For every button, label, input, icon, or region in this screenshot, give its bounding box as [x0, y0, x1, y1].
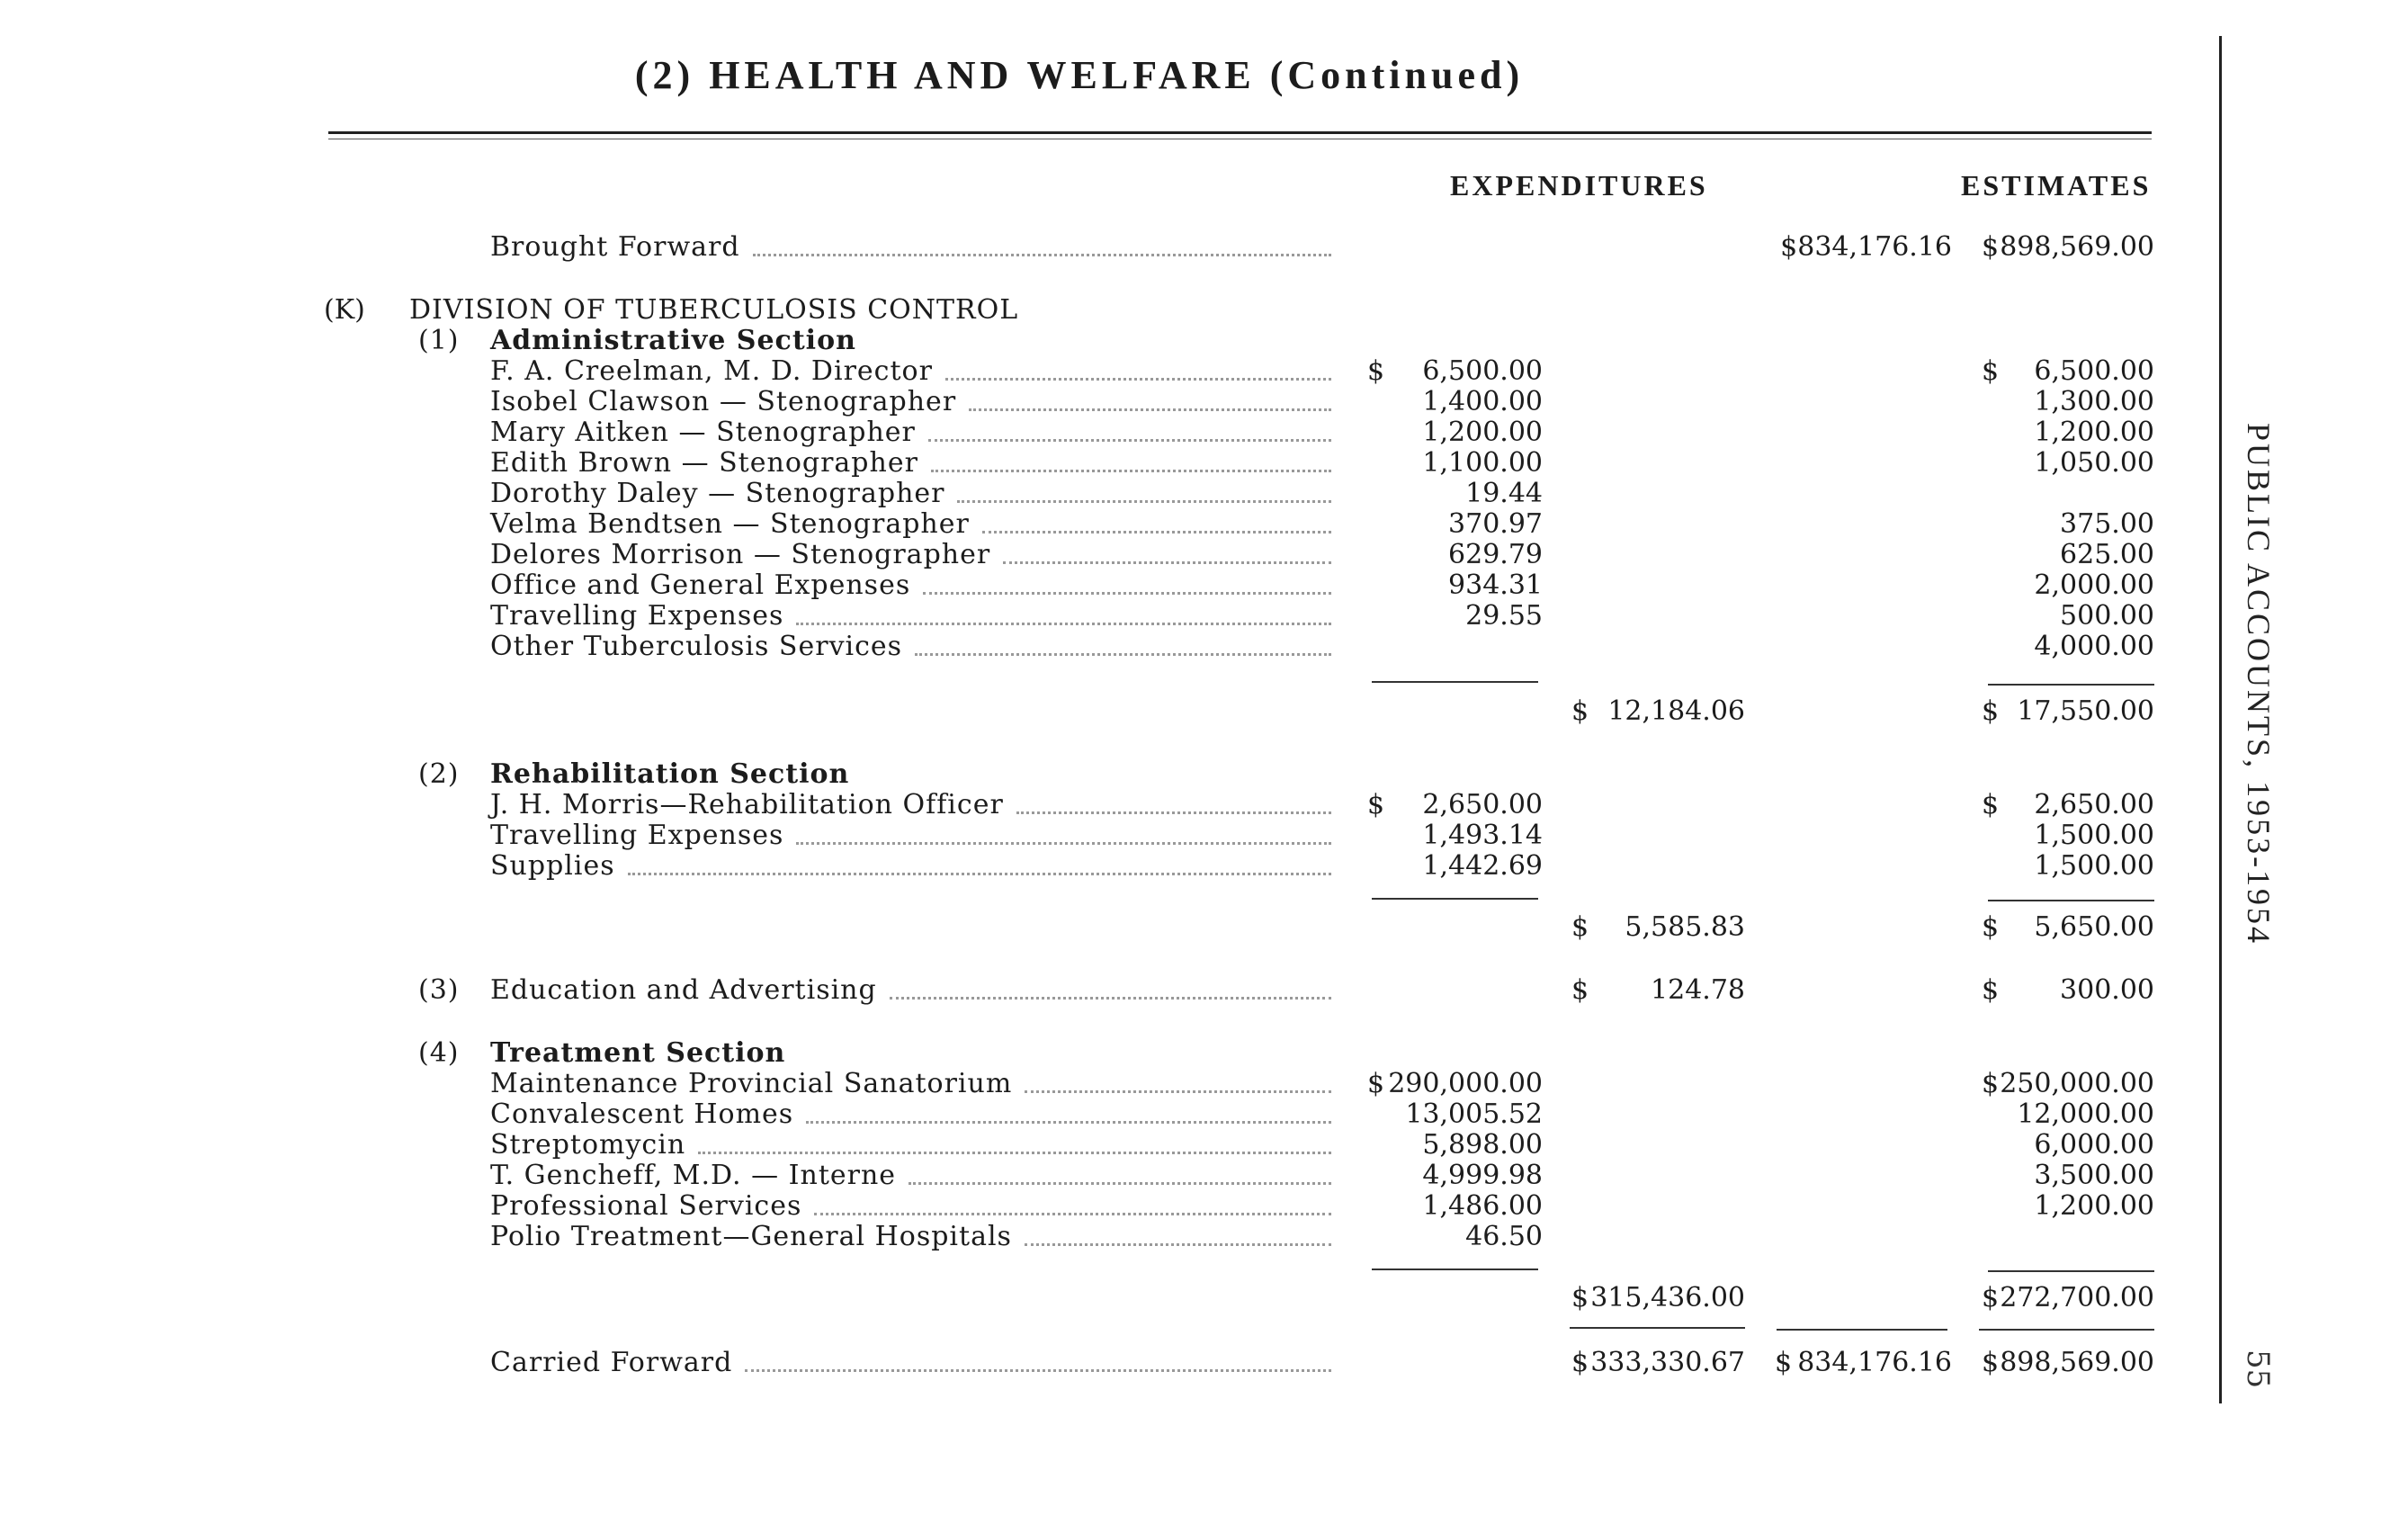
line-item-label: Mary Aitken — Stenographer	[490, 417, 916, 448]
amount: 1,486.00	[1422, 1190, 1543, 1222]
division-mark: (K)	[324, 294, 365, 326]
line-item-row	[0, 479, 2177, 509]
amount: 315,436.00	[1590, 1282, 1745, 1313]
division-title: DIVISION OF TUBERCULOSIS CONTROL	[409, 294, 1019, 326]
amount: 1,100.00	[1422, 447, 1543, 479]
amount: 1,400.00	[1422, 386, 1543, 417]
line-item-row	[0, 790, 2177, 820]
section-title: Rehabilitation Section	[490, 758, 850, 790]
subtotal-rule	[1988, 900, 2154, 901]
line-item-row	[0, 387, 2177, 417]
leader-dots	[628, 873, 1331, 875]
amount: 1,050.00	[2034, 447, 2154, 479]
line-item-label: J. H. Morris—Rehabilitation Officer	[490, 789, 1004, 820]
amount: 333,330.67	[1590, 1347, 1745, 1378]
line-item-label: F. A. Creelman, M. D. Director	[490, 355, 933, 387]
amount: 500.00	[2060, 600, 2154, 632]
amount: 250,000.00	[2000, 1068, 2154, 1099]
line-item-label: Streptomycin	[490, 1129, 686, 1161]
amount: 12,184.06	[1607, 695, 1745, 727]
dollar-sign: $	[1982, 911, 2000, 943]
line-item-label: Supplies	[490, 850, 615, 882]
line-item-row	[0, 1099, 2177, 1130]
dollar-sign: $	[1982, 1282, 2000, 1313]
section-number: (2)	[418, 758, 460, 790]
amount: 834,176.16	[1797, 1347, 1952, 1378]
line-item-row	[0, 1161, 2177, 1191]
amount: 5,650.00	[2034, 911, 2154, 943]
amount: 934.31	[1448, 569, 1543, 601]
line-item-label: Velma Bendtsen — Stenographer	[490, 508, 970, 540]
dollar-sign: $	[1571, 695, 1589, 727]
line-item-label: Travelling Expenses	[490, 820, 784, 851]
amount: 6,000.00	[2034, 1129, 2154, 1161]
section-row	[0, 975, 2177, 1006]
leader-dots	[753, 254, 1331, 256]
amount: 4,000.00	[2034, 631, 2154, 662]
line-item-row	[0, 632, 2177, 662]
expenditures-column-header: EXPENDITURES	[1450, 169, 1708, 202]
line-item-label: Travelling Expenses	[490, 600, 784, 632]
amount: 12,000.00	[2017, 1098, 2154, 1130]
amount: 1,200.00	[1422, 417, 1543, 448]
leader-dots	[745, 1369, 1331, 1372]
dollar-sign: $	[1982, 1068, 2000, 1099]
page-title: (2) HEALTH AND WELFARE (Continued)	[634, 53, 1525, 97]
dollar-sign: $	[1571, 1282, 1589, 1313]
line-item-row	[0, 1130, 2177, 1161]
amount: 625.00	[2060, 539, 2154, 570]
amount: 5,898.00	[1422, 1129, 1543, 1161]
line-item-label: Dorothy Daley — Stenographer	[490, 478, 945, 509]
leader-dots	[915, 653, 1331, 656]
leader-dots	[945, 378, 1331, 381]
amount: 1,500.00	[2034, 820, 2154, 851]
amount: 2,000.00	[2034, 569, 2154, 601]
amount: 2,650.00	[2034, 789, 2154, 820]
carried-forward-label: Carried Forward	[490, 1347, 733, 1378]
line-item-row	[0, 417, 2177, 448]
subtotal-rule	[1988, 1270, 2154, 1272]
subtotal-rule	[1372, 681, 1538, 683]
line-item-row	[0, 570, 2177, 601]
line-item-row	[0, 1222, 2177, 1252]
section-title: Administrative Section	[490, 325, 856, 356]
header-rule	[328, 131, 2152, 134]
line-item-label: Professional Services	[490, 1190, 802, 1222]
amount: 124.78	[1651, 974, 1745, 1006]
section-number: (4)	[418, 1037, 460, 1069]
amount: 6,500.00	[1422, 355, 1543, 387]
line-item-label: Other Tuberculosis Services	[490, 631, 903, 662]
line-item-row	[0, 540, 2177, 570]
leader-dots	[909, 1182, 1331, 1185]
dollar-sign: $	[1982, 231, 2000, 263]
line-item-row	[0, 356, 2177, 387]
amount: 1,493.14	[1422, 820, 1543, 851]
section-number: (3)	[418, 974, 460, 1006]
amount: 17,550.00	[2017, 695, 2154, 727]
estimates-column-header: ESTIMATES	[1961, 169, 2152, 202]
leader-dots	[931, 470, 1331, 472]
line-item-label: Edith Brown — Stenographer	[490, 447, 918, 479]
line-item-row	[0, 509, 2177, 540]
amount: 290,000.00	[1388, 1068, 1543, 1099]
division-heading	[0, 295, 2177, 326]
leader-dots	[957, 500, 1331, 503]
amount: 272,700.00	[2000, 1282, 2154, 1313]
leader-dots	[969, 408, 1331, 411]
leader-dots	[923, 592, 1331, 595]
line-item-row	[0, 601, 2177, 632]
total-rule	[1979, 1329, 2154, 1331]
line-item-label: Office and General Expenses	[490, 569, 911, 601]
amount: 19.44	[1465, 478, 1543, 509]
section-number: (1)	[418, 325, 460, 356]
amount: 898,569.00	[2000, 1347, 2154, 1378]
leader-dots	[796, 623, 1331, 625]
section-title: Treatment Section	[490, 1037, 786, 1069]
dollar-sign: $	[1571, 1347, 1589, 1378]
section-heading	[0, 759, 2177, 790]
line-item-row	[0, 820, 2177, 851]
amount: 629.79	[1448, 539, 1543, 570]
amount: 1,200.00	[2034, 1190, 2154, 1222]
line-item-label: T. Gencheff, M.D. — Interne	[490, 1160, 897, 1191]
dollar-sign: $	[1982, 355, 2000, 387]
amount: 370.97	[1448, 508, 1543, 540]
section-heading	[0, 326, 2177, 356]
amount: 2,650.00	[1422, 789, 1543, 820]
section-total-row	[0, 912, 2177, 943]
dollar-sign: $	[1367, 789, 1385, 820]
amount: 29.55	[1465, 600, 1543, 632]
amount: 13,005.52	[1405, 1098, 1543, 1130]
amount: 375.00	[2060, 508, 2154, 540]
line-item-label: Delores Morrison — Stenographer	[490, 539, 991, 570]
subtotal-rule	[1372, 1269, 1538, 1270]
leader-dots	[698, 1152, 1331, 1154]
amount: 4,999.98	[1422, 1160, 1543, 1191]
amount: $834,176.16	[1780, 231, 1952, 263]
amount: 1,200.00	[2034, 417, 2154, 448]
leader-dots	[1025, 1090, 1331, 1093]
total-rule	[1570, 1327, 1745, 1329]
amount: 1,500.00	[2034, 850, 2154, 882]
dollar-sign: $	[1571, 974, 1589, 1006]
brought-forward-row	[0, 232, 2177, 263]
section-total-row	[0, 696, 2177, 727]
page-number: 55	[2240, 1349, 2276, 1389]
leader-dots	[1025, 1243, 1331, 1246]
amount: 3,500.00	[2034, 1160, 2154, 1191]
leader-dots	[1003, 561, 1331, 564]
line-item-row	[0, 1191, 2177, 1222]
dollar-sign: $	[1367, 1068, 1385, 1099]
dollar-sign: $	[1775, 1347, 1793, 1378]
leader-dots	[982, 531, 1331, 533]
leader-dots	[796, 842, 1331, 845]
total-rule	[1777, 1329, 1947, 1331]
leader-dots	[890, 997, 1331, 1000]
leader-dots	[814, 1213, 1331, 1215]
dollar-sign: $	[1982, 695, 2000, 727]
line-item-label: Maintenance Provincial Sanatorium	[490, 1068, 1013, 1099]
right-margin-rule	[2219, 36, 2222, 1403]
section-label: Education and Advertising	[490, 974, 877, 1006]
subtotal-rule	[1988, 684, 2154, 686]
amount: 46.50	[1465, 1221, 1543, 1252]
leader-dots	[1016, 811, 1331, 814]
line-item-label: Polio Treatment—General Hospitals	[490, 1221, 1012, 1252]
amount: 300.00	[2060, 974, 2154, 1006]
dollar-sign: $	[1982, 1347, 2000, 1378]
amount: 898,569.00	[2000, 231, 2154, 263]
dollar-sign: $	[1982, 974, 2000, 1006]
leader-dots	[928, 439, 1331, 442]
dollar-sign: $	[1367, 355, 1385, 387]
subtotal-rule	[1372, 898, 1538, 900]
brought-forward-label: Brought Forward	[490, 231, 740, 263]
line-item-row	[0, 1069, 2177, 1099]
dollar-sign: $	[1571, 911, 1589, 943]
line-item-row	[0, 448, 2177, 479]
amount: 6,500.00	[2034, 355, 2154, 387]
amount: 1,300.00	[2034, 386, 2154, 417]
section-total-row	[0, 1283, 2177, 1313]
leader-dots	[806, 1121, 1331, 1124]
dollar-sign: $	[1982, 789, 2000, 820]
line-item-row	[0, 851, 2177, 882]
side-running-title: PUBLIC ACCOUNTS, 1953-1954	[2241, 423, 2277, 946]
carried-forward-row	[0, 1348, 2177, 1378]
section-heading	[0, 1038, 2177, 1069]
amount: 1,442.69	[1422, 850, 1543, 882]
amount: 5,585.83	[1625, 911, 1745, 943]
line-item-label: Convalescent Homes	[490, 1098, 794, 1130]
line-item-label: Isobel Clawson — Stenographer	[490, 386, 957, 417]
